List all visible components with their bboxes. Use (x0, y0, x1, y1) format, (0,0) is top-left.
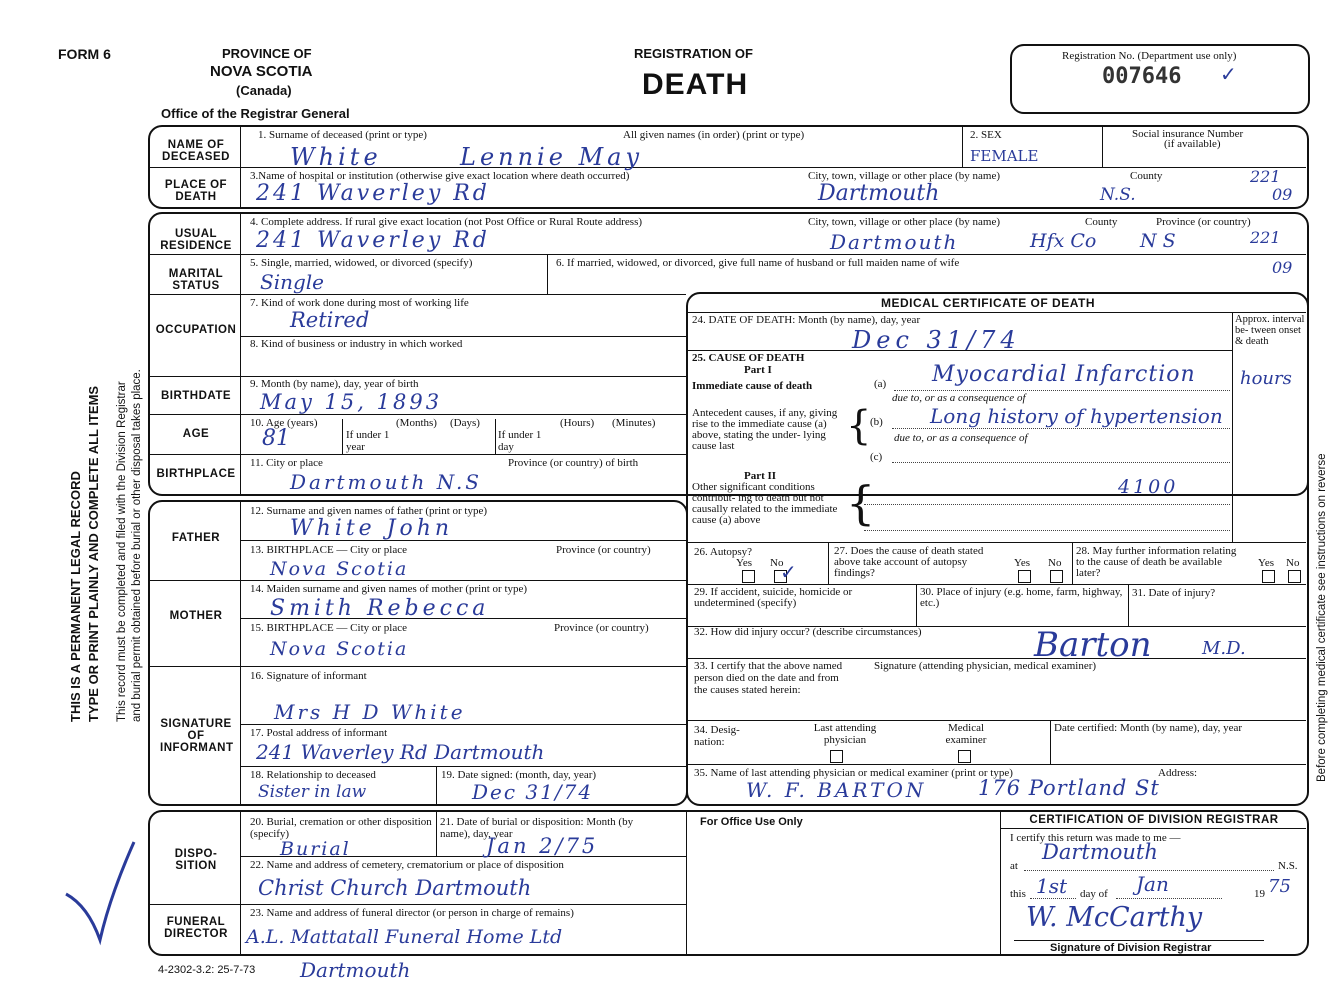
label-20: 20. Burial, cremation or other disposition (specify) (250, 816, 432, 840)
province-line2: NOVA SCOTIA (210, 63, 313, 80)
label-27-yes: Yes (1014, 557, 1031, 569)
section-father: FATHER (171, 532, 221, 544)
large-check-mark-icon (60, 836, 140, 946)
cause-c-marker: (c) (870, 451, 883, 463)
reg-no-label: Registration No. (Department use only) (1062, 50, 1237, 62)
label-county: County (1130, 170, 1163, 182)
label-29: 29. If accident, suicide, homicide or undetermined (specify) (694, 586, 853, 609)
label-part1: Part I (744, 364, 772, 376)
label-24: 24. DATE OF DEATH: Month (by name), day, year (692, 314, 921, 326)
label-this: this (1010, 888, 1026, 900)
code1-entry: 221 (1250, 167, 1281, 186)
informant-signature: Mrs H D White (274, 700, 466, 724)
medical-title: MEDICAL CERTIFICATE OF DEATH (881, 296, 1095, 310)
father-birthplace-entry: Nova Scotia (270, 558, 409, 580)
code1b-entry: 09 (1272, 185, 1293, 204)
section-birthdate: BIRTHDATE (160, 390, 232, 402)
province-line3: (Canada) (236, 83, 292, 98)
autopsy-yes-checkbox[interactable] (742, 570, 755, 583)
surname-entry: White (290, 143, 382, 171)
medical-examiner-checkbox[interactable] (958, 750, 971, 763)
code2b-entry: 09 (1272, 258, 1293, 277)
label-26: 26. Autopsy? (694, 546, 753, 558)
marital-entry: Single (260, 270, 325, 294)
cause-a-entry: Myocardial Infarction (932, 362, 1196, 387)
registration-of: REGISTRATION OF (634, 46, 753, 61)
label-30: 30. Place of injury (e.g. home, farm, highway, etc.) (920, 586, 1123, 609)
label-26-yes: Yes (736, 557, 753, 569)
label-28: 28. May further information relating to the cause of death be available later? (1076, 545, 1237, 579)
last-attending-checkbox[interactable] (830, 750, 843, 763)
disposition-date-entry: Jan 2/75 (486, 834, 599, 858)
box-medical-certificate (686, 292, 1309, 806)
section-marital: MARITAL STATUS (168, 268, 224, 292)
side-text-2: TYPE OR PRINT PLAINLY AND COMPLETE ALL ITEMS (86, 385, 101, 722)
label-months: (Months) (396, 417, 437, 429)
label-15: 15. BIRTHPLACE — City or place (250, 622, 407, 634)
relationship-entry: Sister in law (258, 782, 367, 802)
section-disposition: DISPO- SITION (174, 848, 218, 872)
section-age: AGE (182, 428, 210, 440)
section-signature: SIGNATURE OF INFORMANT (160, 718, 234, 754)
place-city-entry: Dartmouth (818, 181, 940, 206)
label-17: 17. Postal address of informant (250, 727, 388, 739)
registrar-year-entry: 75 (1268, 876, 1291, 897)
label-year19: 19 (1254, 888, 1265, 900)
label-sig-phys: Signature (attending physician, medical examiner) (874, 660, 1097, 672)
label-4: 4. Complete address. If rural give exact location (not Post Office or Rural Route address) (250, 216, 643, 228)
cause-b-entry: Long history of hypertension (930, 404, 1223, 428)
label-8: 8. Kind of business or industry in which worked (250, 338, 463, 350)
label-part2: Part II (744, 470, 777, 482)
label-immediate: Immediate cause of death (692, 380, 813, 392)
label-1b: All given names (in order) (print or type) (623, 129, 805, 141)
label-certify: I certify this return was made to me — (1010, 832, 1181, 844)
label-due-b: due to, or as a consequence of (894, 432, 1028, 444)
label-33: 33. I certify that the above named person died on the date and from the causes stated herein: (694, 660, 843, 696)
label-12: 12. Surname and given names of father (print or type) (250, 505, 488, 517)
label-sig-registrar: Signature of Division Registrar (1050, 942, 1212, 954)
interval-a-entry: hours (1240, 368, 1292, 389)
page-title: DEATH (642, 68, 749, 101)
registrar-at-entry: Dartmouth (1042, 840, 1158, 864)
label-at: at (1010, 860, 1018, 872)
md-entry: M.D. (1202, 638, 1246, 659)
label-under-year: If under 1 year (346, 429, 390, 453)
label-days: (Days) (450, 417, 480, 429)
label-28-yes: Yes (1258, 557, 1275, 569)
label-due-a: due to, or as a consequence of (892, 392, 1026, 404)
label-hours: (Hours) (560, 417, 595, 429)
label-25: 25. CAUSE OF DEATH (692, 352, 805, 364)
label-4prov: Province (or country) (1156, 216, 1251, 228)
label-11prov: Province (or country) of birth (508, 457, 639, 469)
disposition-entry: Burial (280, 838, 351, 860)
section-residence: USUAL RESIDENCE (160, 228, 232, 252)
label-medical-examiner: Medical examiner (945, 722, 987, 746)
label-address: Address: (1158, 767, 1198, 779)
mother-birthplace-entry: Nova Scotia (270, 638, 409, 660)
autopsy-findings-no-checkbox[interactable] (1050, 570, 1063, 583)
label-dayof: day of (1080, 888, 1108, 900)
label-14: 14. Maiden surname and given names of mother (print or type) (250, 583, 528, 595)
residence-address-entry: 241 Waverley Rd (256, 228, 490, 253)
cause-b-marker: (b) (870, 416, 883, 428)
given-names-entry: Lennie May (460, 143, 644, 171)
brace-icon-2: { (846, 476, 876, 530)
residence-county-entry: Hfx Co (1030, 230, 1097, 252)
box-parents-informant (148, 500, 688, 806)
physician-name-entry: W. F. BARTON (746, 778, 927, 802)
antecedent-label: Antecedent causes, if any, giving rise to the immediate cause (a) above, stating the under- lying cause last (692, 407, 838, 452)
check-mark-icon: ✓ (1220, 64, 1237, 86)
physician-address-entry: 176 Portland St (978, 776, 1160, 800)
box-disposition (148, 810, 1309, 956)
form-number: FORM 6 (58, 46, 111, 62)
label-31: 31. Date of injury? (1132, 587, 1216, 599)
reg-no-value: 007646 (1102, 64, 1182, 89)
label-date-certified: Date certified: Month (by name), day, year (1054, 722, 1243, 734)
label-22: 22. Name and address of cemetery, crematorium or place of disposition (250, 859, 564, 871)
registrar-month-entry: Jan (1136, 872, 1169, 896)
funeral-director-entry: A.L. Mattatall Funeral Home Ltd (246, 926, 563, 948)
approx-interval-label: Approx. interval be- tween onset & death (1235, 314, 1305, 347)
birthdate-entry: May 15, 1893 (260, 390, 443, 414)
label-35: 35. Name of last attending physician or medical examiner (print or type) (694, 767, 1013, 779)
physician-signature: Barton (1034, 625, 1152, 665)
label-13: 13. BIRTHPLACE — City or place (250, 544, 407, 556)
province-line1: PROVINCE OF (222, 46, 312, 61)
cause-a-marker: (a) (874, 378, 887, 390)
label-last-attending: Last attending physician (813, 722, 877, 746)
label-13prov: Province (or country) (556, 544, 651, 556)
further-info-yes-checkbox[interactable] (1262, 570, 1275, 583)
side-text-3: This record must be completed and filed with the Division Registrar (116, 381, 128, 722)
mother-entry: Smith Rebecca (270, 596, 490, 621)
section-place-of-death: PLACE OF DEATH (164, 179, 228, 203)
label-minutes: (Minutes) (612, 417, 656, 429)
certification-title: CERTIFICATION OF DIVISION REGISTRAR (1029, 814, 1279, 826)
cemetery-entry: Christ Church Dartmouth (258, 876, 532, 900)
label-28-no: No (1286, 557, 1300, 569)
section-funeral: FUNERAL DIRECTOR (164, 916, 228, 940)
label-6: 6. If married, widowed, or divorced, give full name of husband or full maiden name of wife (556, 257, 960, 269)
label-1: 1. Surname of deceased (print or type) (258, 129, 427, 141)
label-16: 16. Signature of informant (250, 670, 367, 682)
label-4county: County (1085, 216, 1118, 228)
side-text-1: THIS IS A PERMANENT LEGAL RECORD (68, 471, 83, 722)
place-institution-entry: 241 Waverley Rd (256, 181, 490, 206)
label-21: 21. Date of burial or disposition: Month (by name), day, year (440, 816, 634, 840)
other-conditions-label: Other significant conditions contribut- ing to death but not causally related to the immediate cause (a) above (692, 481, 838, 526)
label-3: 3.Name of hospital or institution (otherwise give exact location where death occurred) (250, 170, 630, 182)
code-4100-entry: 4100 (1118, 476, 1179, 498)
registrar-day-entry: 1st (1036, 874, 1068, 898)
age-entry: 81 (262, 426, 290, 451)
brace-icon: { (846, 403, 872, 449)
label-27: 27. Does the cause of death stated above take account of autopsy findings? (834, 545, 984, 579)
check-mark-icon: ✓ (780, 560, 797, 584)
residence-city-entry: Dartmouth (830, 230, 959, 254)
side-text-right: Before completing medical certificate see instructions on reverse (1316, 453, 1328, 782)
label-23: 23. Name and address of funeral director (or person in charge of remains) (250, 907, 574, 919)
label-sin: Social insurance Number (1132, 128, 1244, 140)
label-15prov: Province (or country) (554, 622, 649, 634)
informant-address-entry: 241 Waverley Rd Dartmouth (256, 740, 545, 764)
section-name: NAME OF DECEASED (162, 139, 230, 163)
sex-entry: FEMALE (970, 147, 1039, 165)
further-info-no-checkbox[interactable] (1288, 570, 1301, 583)
funeral-city-entry: Dartmouth (300, 958, 411, 982)
label-27-no: No (1048, 557, 1062, 569)
label-10: 10. Age (years) (250, 417, 318, 429)
label-sin2: (if available) (1164, 138, 1221, 150)
label-34: 34. Desig- nation: (694, 724, 740, 748)
label-5: 5. Single, married, widowed, or divorced (specify) (250, 257, 473, 269)
label-2: 2. SEX (970, 129, 1002, 141)
label-9: 9. Month (by name), day, year of birth (250, 378, 419, 390)
date-signed-entry: Dec 31/74 (472, 780, 594, 804)
office-use-label: For Office Use Only (700, 816, 803, 828)
autopsy-findings-yes-checkbox[interactable] (1018, 570, 1031, 583)
occupation-entry: Retired (290, 308, 370, 332)
registrar-signature: W. McCarthy (1026, 902, 1203, 933)
father-entry: White John (290, 516, 454, 541)
place-county-entry: N.S. (1100, 185, 1136, 205)
section-birthplace: BIRTHPLACE (156, 468, 236, 480)
office-title: Office of the Registrar General (161, 106, 350, 121)
code2-entry: 221 (1250, 228, 1281, 247)
label-4city: City, town, village or other place (by name) (808, 216, 1001, 228)
label-3city: City, town, village or other place (by name) (808, 170, 1001, 182)
form-code: 4-2302-3.2: 25-7-73 (158, 964, 256, 976)
label-under-day: If under 1 day (498, 429, 542, 453)
label-7: 7. Kind of work done during most of working life (250, 297, 469, 309)
death-date-entry: Dec 31/74 (852, 326, 1021, 354)
label-18: 18. Relationship to deceased (250, 769, 376, 781)
label-32: 32. How did injury occur? (describe circumstances) (694, 626, 922, 638)
label-26-no: No (770, 557, 784, 569)
label-19: 19. Date signed: (month, day, year) (441, 769, 597, 781)
box-name-place (148, 125, 1309, 209)
label-11: 11. City or place (250, 457, 323, 469)
label-ns: N.S. (1278, 860, 1298, 872)
section-mother: MOTHER (169, 610, 223, 622)
section-occupation: OCCUPATION (155, 324, 237, 336)
birthplace-entry: Dartmouth N.S (290, 470, 482, 494)
residence-prov-entry: N S (1140, 230, 1176, 252)
side-text-4: and burial permit obtained before burial or other disposal takes place. (131, 369, 143, 722)
registration-number-box (1010, 44, 1310, 114)
